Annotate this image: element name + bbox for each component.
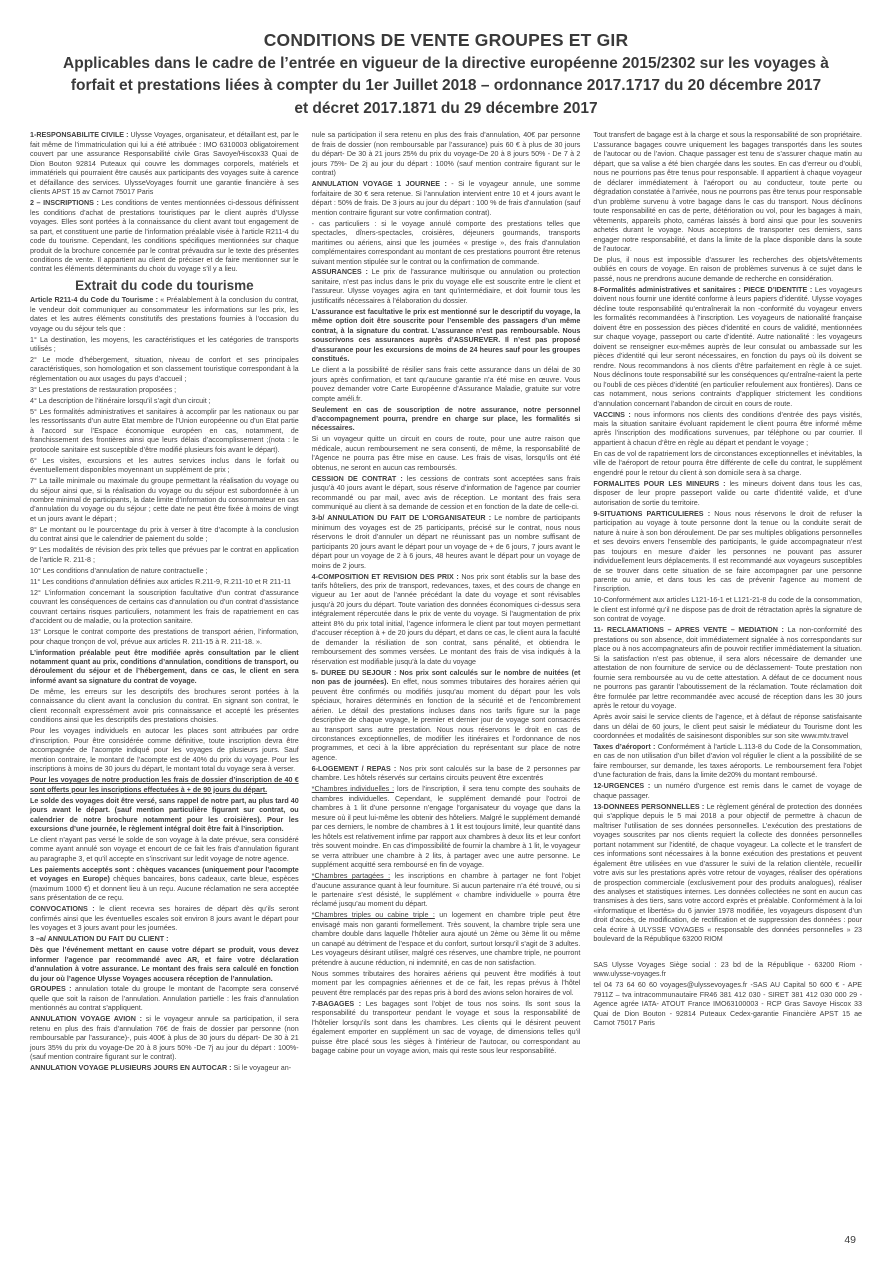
paragraph: *Chambres partagées : les inscriptions en chambre à partager ne font l’objet d’aucune assurance quant à leur fourniture. Si aucun partenaire n’a été trouvé, ou si le partenaire s’est désisté, le supplément « chambre individuelle » pourra être réclamé jusqu’au moment du départ.	[311, 872, 581, 909]
paragraph: ASSURANCES : Le prix de l’assurance multirisque ou annulation ou protection sanitaire, n’est pas inclus dans le prix du voyage elle est souscrite entre le client et l’assureur. Ulysse voyages agira en tant qu’intermédiaire, et doit fournir tous les justificatifs nécessaires à l’élaboration du dossier.	[311, 268, 581, 305]
text-columns	[30, 131, 862, 1075]
page-number: 49	[844, 1234, 856, 1246]
page-subtitle-line-1: Applicables dans le cadre de l’entrée en vigueur de la directive européenne 2015/2302 sur les voyages à	[63, 55, 829, 72]
page-title: CONDITIONS DE VENTE GROUPES ET GIR	[263, 30, 629, 50]
column-3	[593, 131, 862, 1030]
paragraph: 11° Les conditions d’annulation définies aux articles R.211-9, R.211-10 et R 211-11	[30, 577, 291, 586]
paragraph: Pour les voyages individuels en autocar les places sont attribuées par ordre d’inscription. Pour être considérée comme définitive, toute inscription devra être accompagnée de l’acompte indiqué pour les voyages de plusieurs jours. Sauf mention contraire, le montant de l’acompte est de 40% du prix du voyage. Pour les inscriptions à moins de 30 jours du départ, le montant total du voyage sera à verser.	[30, 727, 299, 774]
column-2	[312, 131, 581, 1058]
paragraph: Le client n’ayant pas versé le solde de son voyage à la date prévue, sera considéré comme ayant annulé son voyage et encourt de ce fait les frais d’annulation figurant au paragraphe 3, et qu’il accepte en s’inscrivant sur ledit voyage de notre agence.	[30, 835, 299, 863]
paragraph: 6° Les visites, excursions et les autres services inclus dans le forfait ou éventuellement disponibles moyennant un supplément de prix ;	[30, 456, 299, 475]
paragraph: 12° L’information concernant la souscription facultative d’un contrat d’assurance couvrant les conséquences de certains cas d’annulation ou d’un contrat d’assistance couvrant certains risques particuliers, notamment les frais de rapatriement en cas d’accident ou de maladie, ou la protection sanitaire.	[30, 588, 299, 626]
paragraph: 13° Lorsque le contrat comporte des prestations de transport aérien, l’information, pour chaque tronçon de vol, prévue aux articles R. 211-15 à R. 211-18. ».	[30, 628, 299, 646]
paragraph: 11- RECLAMATIONS – APRES VENTE – MEDIATION : La non-conformité des prestations ou son absence, doit immédiatement signalée à nos correspondants sur place ou à nos accompagnateurs afin de pouvoir rectifier immédiatement la situation. Si la satisfaction n’est pas obtenue, il sera alors nécessaire de demander une attestation de non fourniture de service ou de déclassement- Toute prestation non fournie sera remboursée au vu de cette attestation. A défaut de ce document nous ne pourrons pas garantir l’aboutissement de la réclamation. Toute réclamation doit être formulée par lettre recommandée avec accusé de réception dans les 30 jours après le retour du voyage.	[593, 626, 863, 711]
column-1	[30, 131, 299, 1075]
paragraph: 5- DUREE DU SEJOUR : Nos prix sont calculés sur le nombre de nuitées (et non pas de journées). En effet, nous sommes tributaires des horaires aérien qui peuvent être confirmés ou modifiés jusqu’au moment du départ pour les vols spéciaux, horaires déterminés en fonction de la sécurité et de l’encombrement aérien. Le détail des prestations incluses dans nos tarifs figure sur la page descriptive de chaque voyage, le premier et dernier jour de voyage sont consacrés au transport sans autre prestation. Nous nous réservons le droit en cas de circonstances exceptionnelles, de modifier les itinéraires et l’ordonnance de nos programmes, et ceci à la libre appréciation du représentant sur place de notre agence.	[311, 668, 581, 762]
paragraph: FORMALITES POUR LES MINEURS : les mineurs doivent dans tous les cas, disposer de leur propre passeport valide ou carte d’identité valide, et d’une autorisation de sortie du territoire.	[593, 479, 863, 507]
paragraph: 3° Les prestations de restauration proposées ;	[30, 385, 177, 394]
paragraph: Le solde des voyages doit être versé, sans rappel de notre part, au plus tard 40 jours avant le départ. (sauf mention particulière figurant sur contrat, ou calendrier de notre brochure notamment pour les croisières). Pour les excursions d’une journée, le règlement intégral doit être fait à l’inscription.	[30, 796, 299, 833]
paragraph: tel 04 73 64 60 60 voyages@ulyssevoyages.fr -SAS AU Capital 50 600 € - APE 7911Z – tva intracommunautaire FR46 381 412 030 - SIRET 381 412 030 000 29 -Agence agrée IATA- ATOUT France IMO63100003 - RCP Gras Savoye Hiscox 33 Quai de Dion Bouton - 92814 Puteaux Cedex-garantie Financière APST 15 ae Carnot 75017 Paris	[593, 981, 863, 1028]
paragraph: SAS Ulysse Voyages Siège social : 23 bd de la République - 63200 Riom - www.ulysse-voyages.fr	[593, 960, 863, 979]
paragraph: 13-DONNEES PERSONNELLES : Le règlement général de protection des données qui s’applique depuis le 5 mai 2018 a pour objectif de permettre à chacun de maîtriser l’utilisation de ses données personnelles. L’exécution des prestations de voyages souscrites par nos clients requiert la collecte des données personnelles portant notamment sur l’identité, de chaque voyageur. La collecte et le transfert de ces informations sont nécessaires à la bonne exécution des prestations et peuvent également être utilisées en vue d’assurer le suivi de la relation clientèle, recueillir votre avis sur les prestations après votre retour de voyages, réaliser des opérations de prospection commerciale (exclusivement pour des produits analogues), réaliser des analyses et statistiques internes. Les données collectées ne sont en aucun cas transmises à des tiers, sans votre accord exprès et préalable. Conformément à la loi «informatique et libertés» du 6 janvier 1978 modifiée, les voyageurs disposent d’un droit d’accès, de modification, de rectification et de suppression des données : pour cela écrire à ULYSSE VOYAGES « responsable des données personnelles » 23 boulevard de la République 63200 RIOM	[593, 802, 863, 944]
paragraph: *Chambres individuelles : lors de l’inscription, il sera tenu compte des souhaits de chambres individuelles. Cependant, le supplément demandé pour l’octroi de chambres à 1 lit d’une personne n’engage l’organisateur du voyage que dans la mesure où il peut lui-même les obtenir des hôteliers. Malgré le supplément demandé par ces derniers, le nombre de chambres à 1 lit est toujours limité, leur quantité dans les hôtels est relativement infime par rapport aux chambres à deux lits et leur confort très souvent moindre. En cas d’impossibilité de fournir la chambre à 1 lit, le voyageur se verra attribuer une chambre à 2 lits, à partager avec une autre personne. Le supplément acquitté sera remboursé en fin de voyage.	[311, 785, 581, 870]
paragraph: L’information préalable peut être modifiée après consultation par le client notamment quant au prix, conditions d’annulation, conditions de transport, ou déroulement du séjour et de l’hébergement, dans ce cas, le client en sera informé avant sa signature du contrat de voyage.	[30, 648, 299, 685]
paragraph: Après avoir saisi le service clients de l’agence, et à défaut de réponse satisfaisante dans un délai de 60 jours, le client peut saisir le médiateur du Tourisme dont les coordonnées et modalités de saisinesont disponibles sur son site www.mtv.travel	[593, 713, 863, 740]
paragraph: ANNULATION VOYAGE PLUSIEURS JOURS EN AUTOCAR : Si le voyageur an-	[30, 1064, 292, 1073]
paragraph: 4° La description de l’itinéraire lorsqu’il s’agit d’un circuit ;	[30, 396, 211, 405]
paragraph: 7-BAGAGES : Les bagages sont l’objet de tous nos soins. Ils sont sous la responsabilité du transporteur pendant le voyage et sous la responsabilité de l’hôtelier lorsqu’ils sont dans les chambres. Les clients qui le désirent peuvent également emporter en supplément un sac de voyage, de dimensions telles qu’il puisse être placé sous les sièges à l’intérieur de l’autocar, ou correspondant au bagage cabine pour un voyage avion, mais qui reste sous leur responsabilité.	[311, 999, 581, 1055]
paragraph: Si un voyageur quitte un circuit en cours de route, pour une autre raison que médicale, aucun remboursement ne sera consenti, de même, la responsabilité de l’Agence ne pourra pas être mise en cause. Les frais de visas, lorsqu’ils ont été obtenus, ne seront en aucun cas remboursés.	[311, 435, 581, 472]
paragraph: 1-RESPONSABILITE CIVILE : Ulysse Voyages, organisateur, et détaillant est, par le fait même de l’immatriculation qui lui a été attribuée : IMO 6310003 obligatoirement couvert par une assurance Responsabilité civile Gras Savoye/Hiscox33 Quai de Dion Bouton 92814 Puteaux qui couvre les dommages corporels, matériels et immatériels qui pourraient être causés aux participants des voyages suite à carence et défaillance des services. UlysseVoyages fournit une garantie financière à ses clients APST 15 av Carnot 75017 Paris	[30, 131, 299, 197]
paragraph: 3 –a/ ANNULATION DU FAIT DU CLIENT :	[30, 935, 169, 944]
paragraph: 4-COMPOSITION ET REVISION DES PRIX : Nos prix sont établis sur la base des tarifs hôteliers, des prix de transport, redevances, taxes, et des cours de change en vigueur au 1er aout de l’année précédant la date du voyage et sont révisables jusqu’à 20 jours du départ. Toute variation des données économiques ci-dessus sera intégralement répercutée dans le prix de vente du voyage. Si l’augmentation de prix atteint 8% du prix total initial, l’agence informera le client par tout moyen permettant d’accuser réception à + de 20 jours du départ, et dans ce cas, le client aura la faculté de demander la résiliation de son contrat, sans pénalité, et obtiendra le remboursement des sommes versées. Le montant des frais de visa indiqués à la réservation est modifiable jusqu’à la date du voyage	[311, 572, 581, 666]
page-subtitle-line-2: forfait et prestations liées à compter du 1er Juillet 2018 – ordonnance 2017.1717 du 20 décembre 2017	[70, 77, 822, 95]
paragraph: 7° La taille minimale ou maximale du groupe permettant la réalisation du voyage ou du séjour ainsi que, si la réalisation du voyage ou du séjour est subordonnée à un nombre minimal de participants, la date limite d’information du consommateur en cas d’annulation du voyage ou du séjour ; cette date ne peut être fixée à moins de vingt et un jours avant le départ ;	[30, 477, 299, 523]
paragraph: 8-Formalités administratives et sanitaires : PIECE D’IDENTITE : Les voyageurs doivent nous fournir une identité conforme à leurs papiers d’identité. Ulysse voyages décline toute responsabilité qu’entraînerait la non -conformité du voyageur envers les formalités recommandées à l’inscription. Les voyageurs de nationalité française doivent être en possession des pièces d’identité en cours de validité, mentionnées sur chaque voyage, passeport ou carte d’identité. Autre nationalité : les voyageurs doivent se renseigner eux-mêmes auprès de leur consulat ou ambassade sur les pièces d’identité qui leur seront nécessaires, en fonction du pays où ils doivent se rendre. Nous recommandons à nos clients d’être parfaitement en règle à ce sujet. Nous déclinons toute responsabilité sur les conséquences qu’entraîne-raient la perte ou l’oubli de ces pièces d’identité (en particulier refoulement aux frontières). Dans ce cas notamment, nous serions contraints d’appliquer strictement les conditions d’annulation concernant l’abandon de circuit en cours de route.	[593, 285, 863, 408]
paragraph: 12-URGENCES : un numéro d’urgence est remis dans le carnet de voyage de chaque passager.	[593, 782, 863, 800]
paragraph: 2 – INSCRIPTIONS : Les conditions de ventes mentionnées ci-dessous définissent les conditions d’achat de prestations touristiques par le client auprès d’Ulysse voyages. Elles sont portées à la connaissance du client avant tout engagement de sa part, et constituent une partie de l’information préalable visée à l’article R211-4 du code du tourisme. Cependant, les conditions spécifiques mentionnées sur chaque produit de la brochure concernée par le contrat prévaudra sur le texte des présentes conditions de vente. Il appartient au client de préciser et de faire mentionner sur le contrat les éléments déterminants du choix du voyage s’il y a lieu.	[30, 199, 299, 274]
paragraph: En cas de vol de rapatriement lors de circonstances exceptionnelles et inévitables, la ville de l’aéroport de retour pourra être différente de celle du contrat, le supplément engendré pour le retour du client à son domicile sera à sa charge.	[593, 449, 863, 477]
paragraph: 2° Le mode d’hébergement, situation, niveau de confort et ses principales caractéristiques, son homologation et son classement touristique correspondant à la réglementation ou aux usages du pays d’accueil ;	[30, 355, 299, 383]
paragraph: Tout transfert de bagage est à la charge et sous la responsabilité de son propriétaire. L’assurance bagages couvre uniquement les bagages transportés dans les soutes de l’autocar ou de l’avion. Chaque passager est tenu de s’assurer chaque matin au départ, que sa valise a été bien chargée dans les soutes. En cas d’erreur ou d’oubli, nous ne pourrions pas être tenus pour responsable. Il appartient à chaque voyageur de déclarer immédiatement à l’aéroport ou au conducteur, toute perte ou dégradation constatée à l’arrivée, nous ne pourrons pas être tenus pour responsable d’un problème survenu à votre bagage dans le cas du transport. Nous déclinons toute responsabilité en cas de perte, détérioration ou vol, pour les bagages à main, vêtements, appareils photo, caméras laissés à bord ainsi que pour les souvenirs achetés durant le voyage. Nous acceptons de transporter ces derniers, sans engager notre responsabilité, et dans la limite de la place disponible dans la soute de l’autocar.	[593, 131, 863, 254]
paragraph: 6-LOGEMENT / REPAS : Nos prix sont calculés sur la base de 2 personnes par chambre. Les hôtels réservés sur certains circuits peuvent être excentrés	[311, 764, 581, 783]
paragraph: 9-SITUATIONS PARTICULIERES : Nous nous réservons le droit de refuser la participation au voyage à toute personne dont la tenue ou la conduite serait de nature à nuire à son bon déroulement. De par ses multiples obligations personnelles et ses devoirs envers l’ensemble des participants, le guide accompagnateur n’est pas toujours en mesure d’aider les personnes ne pouvant pas assurer individuellement leurs déplacements. Il est recommandé aux voyageurs susceptibles de se trouver dans cette situation de se faire accompagner par une personne parente ou amie, et dans tous les cas de prévenir l’agence au moment de l’inscription.	[593, 509, 863, 594]
title-block	[30, 30, 862, 120]
paragraph: 10° Les conditions d’annulation de nature contractuelle ;	[30, 566, 208, 575]
paragraph: Dès que l’événement mettant en cause votre départ se produit, vous devez informer l’agence par recommandé avec AR, et faire votre déclaration d’annulation à votre assurance. Le montant des frais sera calculé en fonction du jour où l’agence Ulysse Voyages accusera réception de l’annulation.	[30, 946, 299, 983]
paragraph: Taxes d’aéroport : Conformément à l’article L.113-8 du Code de la Consommation, en cas de non utilisation d’un billet d’avion vol régulier le client a la possibilité de se faire rembourser, sur demande, les taxes aéroports. Le remboursement fera l’objet d’une facturation de frais, dans la limite de20% du montant remboursé.	[593, 742, 863, 780]
paragraph: 1° La destination, les moyens, les caractéristiques et les catégories de transports utilisés ;	[30, 335, 299, 353]
paragraph: Le client a la possibilité de résilier sans frais cette assurance dans un délai de 30 jours après confirmation, et tant qu’aucune garantie n’a été mise en œuvre. Vous pouvez demander votre Carte Européenne d’Assurance Maladie, gratuite sur votre compte améli.fr.	[311, 366, 581, 403]
paragraph: L’assurance est facultative le prix est mentionné sur le descriptif du voyage, la même option doit être souscrite pour l’ensemble des passagers d’un même contrat, à la signature du contrat. L’assurance n’est pas remboursable. Nous souscrivons ces assurances auprès d’ASSUREVER. Il n’est pas proposé d’assurance pour les excursions de moins de 24 heures sauf pour les groupes constitués.	[311, 307, 581, 364]
paragraph: 3-b/ ANNULATION DU FAIT DE L’ORGANISATEUR : Le nombre de participants minimum des voyages est de 25 participants, précisé sur le contrat, nous nous réservons le droit d’annuler un départ ne réunissant pas un nombre suffisant de participants 20 jours avant le départ pour un voyage de + de 6 jours, 7 jours avant le départ pour un voyage de 2 à 6 jours, 48 heures avant le départ pour un voyage de moins de 2 jours.	[311, 514, 581, 570]
paragraph: ANNULATION VOYAGE 1 JOURNEE : - Si le voyageur annule, une somme forfaitaire de 30 € sera retenue. Si l’annulation intervient entre 10 et 4 jours avant le départ : 50% de frais. De 3 jours au jour du départ : 100 % de frais d’annulation (sauf mention contraire figurant sur votre confirmation contrat).	[311, 180, 581, 217]
paragraph: De même, les erreurs sur les descriptifs des brochures seront portées à la connaissance du client avant la conclusion du contrat. En signant son contrat, le client reconnaît expressément avoir pris connaissance et accepté les présentes conditions ainsi que les descriptifs des prestations choisies.	[30, 687, 299, 725]
paragraph: Les paiements acceptés sont : chèques vacances (uniquement pour l’acompte et voyages en Europe) chèques bancaires, bons cadeaux, carte bleue, espèces (maximum 1000 €) et donnent lieu à un reçu. Aucune réclamation ne sera acceptée sans présentation de ce reçu.	[30, 865, 299, 903]
paragraph: ANNULATION VOYAGE AVION : si le voyageur annule sa participation, il sera retenu en plus des frais d’annulation 76€ de frais de dossier par personne (non remboursable par l’assurance)-, puis 400€ à plus de 30 jours du départ- De 30 à 21 jours 35% du prix du voyage-De 20 à 8 jours 50% -De 7j au jour du départ : 100%- (sauf mention contraire figurant sur le contrat).	[30, 1015, 299, 1062]
section-heading: Extrait du code du tourisme	[75, 277, 254, 293]
paragraph: De plus, il nous est impossible d’assurer les recherches des objets/vêtements oubliés en cours de voyage. En raison de problèmes survenus à ce sujet dans le passé, nous ne prendrons aucune demande de recherche en considération.	[593, 256, 863, 283]
paragraph: Pour les voyages de notre production les frais de dossier d’inscription de 40 € sont offerts pour les inscriptions effectuées à + de 90 jours du départ.	[30, 776, 299, 794]
paragraph: Seulement en cas de souscription de notre assurance, notre personnel d’accompagnement pourra, prendre en charge sur place, les formalités si nécessaires.	[311, 405, 581, 433]
paragraph: 10-Conformément aux articles L121-16-1 et L121-21-8 du code de la consommation, le client est informé qu’il ne dispose pas de droit de rétractation après la signature de son contrat de voyage.	[593, 596, 863, 624]
paragraph: CESSION DE CONTRAT : les cessions de contrats sont acceptées sans frais jusqu’à 40 jours avant le départ, sous réserve d’information de l’agence par courrier recommandé ou par mail, avec avis de réception. Le montant des frais sera communiqué au client à sa demande de cession et en fonction de la date de celle-ci.	[311, 474, 581, 512]
paragraph: - cas particuliers : si le voyage annulé comporte des prestations telles que spectacles, dîners-spectacles, croisières, déjeuners gourmands, transports maritimes ou aériens, ainsi que les journées « prestige », des frais d’annulation complémentaires correspondant au montant de ces prestations pourront être retenus suivant mention stipulée sur le contrat ou la confirmation de commande.	[311, 219, 581, 266]
paragraph: CONVOCATIONS : le client recevra ses horaires de départ dès qu’ils seront confirmés ainsi que les éventuelles escales soit environ 8 jours avant le départ pour les voyages et 3 jours avant pour les journées.	[30, 905, 299, 933]
paragraph: 9° Les modalités de révision des prix telles que prévues par le contrat en application de l’article R. 211-8 ;	[30, 546, 299, 564]
paragraph: GROUPES : annulation totale du groupe le montant de l’acompte sera conservé quelle que soit la raison de l’annulation. Annulation partielle : les frais d’annulation mentionnés au contrat s’appliquent.	[30, 985, 299, 1013]
page-subtitle-line-3: et décret 2017.1871 du 29 décembre 2017	[294, 99, 598, 117]
paragraph: Article R211-4 du Code du Tourisme : « Préalablement à la conclusion du contrat, le vendeur doit communiquer au consommateur les informations sur les prix, les dates et les autres éléments constitutifs des prestations fournies à l’occasion du voyage ou du séjour tels que :	[30, 296, 299, 333]
paragraph: 8° Le montant ou le pourcentage du prix à verser à titre d’acompte à la conclusion du contrat ainsi que le calendrier de paiement du solde ;	[30, 525, 299, 544]
paragraph: nule sa participation il sera retenu en plus des frais d’annulation, 40€ par personne de frais de dossier (non remboursable par l’assurance) puis 60 € à plus de 30 jours du départ- De 30 à 21 jours 25% du prix du voyage-De 20 à 8 jours 50% - De 7 à 2 jours 75%- De 2j au jour du départ : 100% (sauf mention contraire figurant sur le contrat)	[311, 131, 581, 178]
paragraph: *Chambres triples ou cabine triple : un logement en chambre triple peut être envisagé mais non garanti formellement. Très souvent, la chambre triple sera une chambre double dans laquelle l’hôtelier aura ajouté un 2ème ou 3ème lit ou même un canapé au détriment de l’espace et du confort, surtout lorsqu’il s’agit de 3 adultes. Les voyageurs désirant utiliser, malgré ces réserves, une chambre triple, ne pourront prétendre à aucune réduction, ni indemnité, en cas de non satisfaction.	[311, 911, 581, 967]
paragraph: 5° Les formalités administratives et sanitaires à accomplir par les nationaux ou par les ressortissants d’un autre Etat membre de l’Union européenne ou d’un Etat partie à l’accord sur l’Espace économique européen en cas, notamment, de franchissement des frontières ainsi que leurs délais d’accomplissement ;(nota : le protocole sanitaire est susceptible d’être modifié plusieurs fois avant le départ).	[30, 407, 299, 454]
paragraph: VACCINS : nous informons nos clients des conditions d’entrée des pays visités, mais la situation sanitaire évoluant rapidement le client pourra être informé même après l’inscription des modifications survenues, par téléphone ou par courrier. Il appartient à chacun d’être en règle au départ et pendant le voyage ;	[593, 410, 863, 447]
paragraph: Nous sommes tributaires des horaires aériens qui peuvent être modifiés à tout moment par les compagnies aériennes et de ce fait, les repas prévus à l’hôtel peuvent être remplacés par des repas pris à bord des avions selon horaires de vol.	[311, 969, 581, 997]
